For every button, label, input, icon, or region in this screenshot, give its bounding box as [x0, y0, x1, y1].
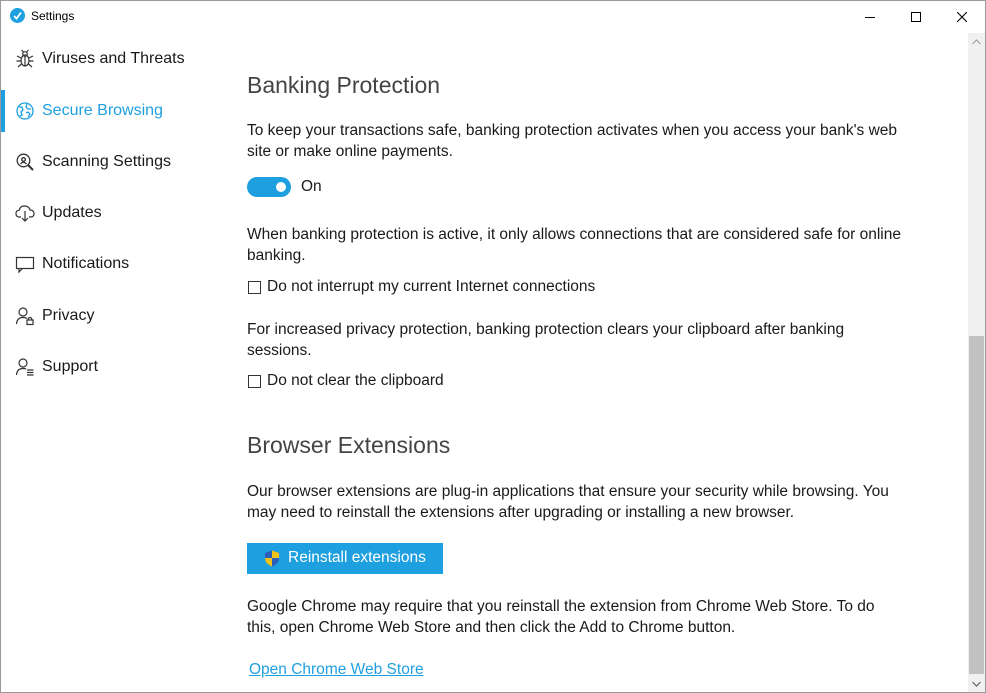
title-bar — [1, 1, 985, 33]
scroll-up-button[interactable] — [968, 33, 985, 50]
scroll-thumb[interactable] — [969, 336, 984, 674]
sidebar-item-label: Support — [42, 358, 99, 375]
sidebar-item-viruses-and-threats[interactable] — [1, 38, 211, 80]
minimize-button[interactable] — [847, 1, 893, 33]
sidebar-item-privacy[interactable] — [1, 295, 211, 337]
toggle-knob — [276, 182, 286, 192]
chrome-reinstall-description: Google Chrome may require that you reinstall the extension from Chrome Web Store. To do this, open Chrome Web Store and then click the Add to Chrome button. — [247, 598, 875, 636]
clear-clipboard-checkbox[interactable] — [248, 375, 261, 388]
uac-shield-icon — [264, 550, 280, 567]
sidebar-item-updates[interactable] — [1, 192, 211, 234]
sidebar-item-scanning-settings[interactable] — [1, 141, 211, 183]
browser-extensions-title: Browser Extensions — [247, 432, 451, 458]
minimize-icon — [865, 12, 875, 22]
clipboard-description: For increased privacy protection, banking protection clears your clipboard after banking sessions. — [247, 321, 845, 359]
interrupt-connections-checkbox[interactable] — [248, 281, 261, 294]
privacy-user-icon — [15, 306, 35, 326]
cloud-download-icon — [15, 203, 35, 223]
close-button[interactable] — [939, 1, 985, 33]
settings-content — [247, 33, 957, 692]
toggle-state-label: On — [301, 178, 322, 195]
sidebar-item-label: Secure Browsing — [42, 102, 163, 119]
support-user-icon — [15, 357, 35, 377]
sidebar-nav — [1, 33, 211, 692]
vertical-scrollbar[interactable] — [968, 33, 985, 692]
sidebar-item-label: Viruses and Threats — [42, 50, 185, 67]
chevron-up-icon — [972, 39, 981, 45]
extensions-description: Our browser extensions are plug-in applications that ensure your security while browsing. You may need to reinstall the extensions after upgrading or installing a new browser. — [247, 483, 889, 521]
sidebar-item-notifications[interactable] — [1, 243, 211, 285]
scan-icon — [15, 152, 35, 172]
app-logo-icon — [10, 8, 25, 23]
interrupt-connections-label[interactable]: Do not interrupt my current Internet connections — [267, 278, 596, 295]
scroll-down-button[interactable] — [968, 675, 985, 692]
clear-clipboard-label[interactable]: Do not clear the clipboard — [267, 372, 444, 389]
maximize-icon — [911, 12, 921, 22]
sidebar-item-label: Notifications — [42, 255, 130, 272]
connections-description: When banking protection is active, it only allows connections that are considered safe for online banking. — [247, 226, 901, 264]
sidebar-item-label: Scanning Settings — [42, 153, 171, 170]
banking-protection-toggle[interactable] — [247, 177, 291, 197]
reinstall-extensions-button[interactable] — [247, 543, 443, 574]
banking-description: To keep your transactions safe, banking protection activates when you access your bank's web site or make online payments. — [247, 122, 898, 160]
sidebar-item-label: Privacy — [42, 307, 95, 324]
close-icon — [957, 12, 967, 22]
message-icon — [15, 254, 35, 274]
sidebar-item-label: Updates — [42, 204, 102, 221]
banking-protection-title: Banking Protection — [247, 72, 441, 98]
sidebar-item-secure-browsing[interactable] — [1, 90, 211, 132]
chevron-down-icon — [972, 681, 981, 687]
maximize-button[interactable] — [893, 1, 939, 33]
bug-icon — [15, 49, 35, 69]
window-title: Settings — [31, 9, 75, 23]
reinstall-extensions-label: Reinstall extensions — [288, 549, 426, 566]
open-chrome-web-store-link[interactable]: Open Chrome Web Store — [249, 661, 424, 678]
sidebar-item-support[interactable] — [1, 346, 211, 388]
globe-icon — [15, 101, 35, 121]
